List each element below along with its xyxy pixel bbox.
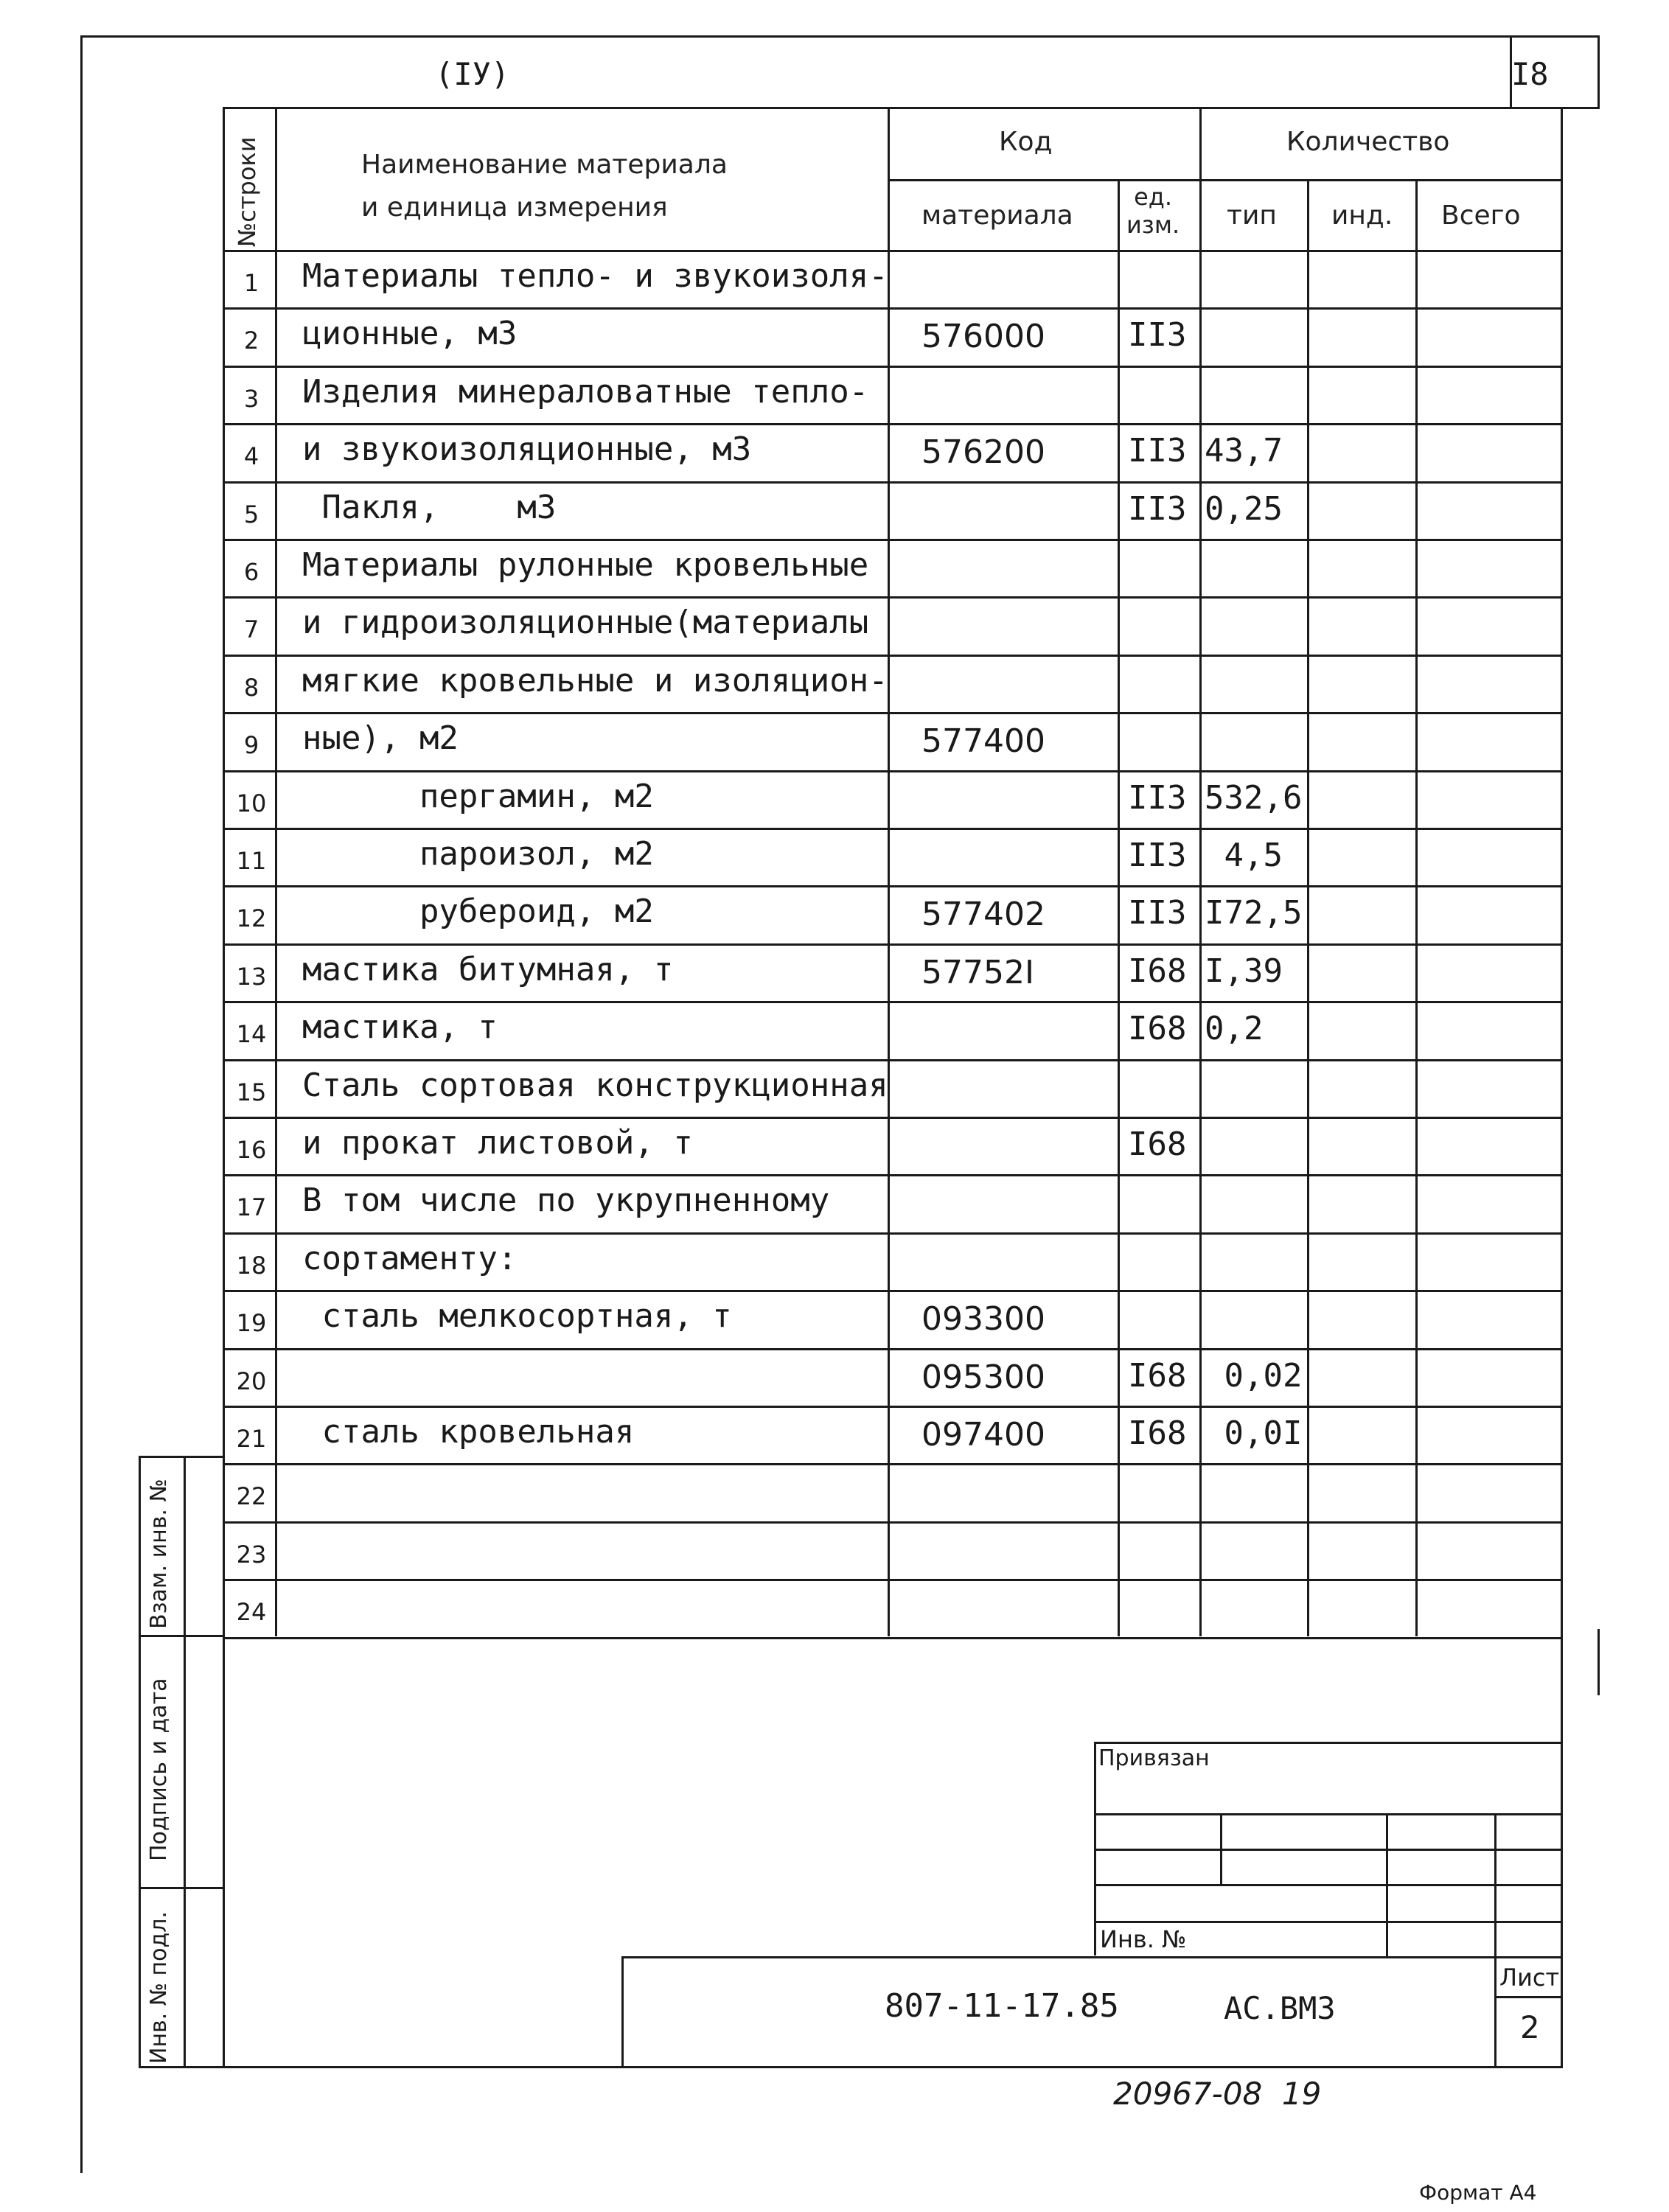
row-qty-type: I,39 xyxy=(1205,952,1283,990)
row-name: сталь кровельная xyxy=(302,1413,635,1451)
row-line xyxy=(223,423,1563,425)
row-unit-code: I68 xyxy=(1128,1414,1187,1452)
tb-privyazan-top xyxy=(1094,1742,1563,1744)
row-unit-code: I68 xyxy=(1128,1010,1187,1047)
format-label: Формат А4 xyxy=(1419,2180,1537,2205)
tb-list-value: 2 xyxy=(1520,2009,1540,2045)
tb-inv-no-label: Инв. № xyxy=(1100,1925,1187,1953)
page-top-border xyxy=(80,35,1599,38)
row-number: 3 xyxy=(243,385,259,413)
row-number: 6 xyxy=(243,558,259,586)
row-unit-code: I68 xyxy=(1128,1126,1187,1163)
row-qty-type: I72,5 xyxy=(1205,894,1303,932)
tb-main-top xyxy=(621,1956,1563,1958)
tb-list-label: Лист xyxy=(1499,1964,1560,1992)
row-line xyxy=(223,712,1563,714)
row-material-code: 095300 xyxy=(921,1358,1045,1396)
row-number: 16 xyxy=(236,1136,267,1164)
page-right-border-lower xyxy=(1597,1629,1600,1695)
row-line xyxy=(223,828,1563,830)
row-number: 14 xyxy=(236,1020,267,1048)
tb-grid-line-2 xyxy=(1094,1849,1563,1851)
row-number: 9 xyxy=(243,731,259,759)
row-line xyxy=(223,539,1563,541)
row-line xyxy=(223,943,1563,946)
row-number: 2 xyxy=(243,327,259,355)
row-name: мастика, т xyxy=(302,1008,498,1046)
tb-grid-line-4 xyxy=(1094,1921,1563,1923)
page-right-border xyxy=(1597,35,1600,109)
row-number: 24 xyxy=(236,1598,267,1626)
row-line xyxy=(223,366,1563,368)
row-name: Пакля, м3 xyxy=(302,489,557,526)
row-name: и звукоизоляционные, м3 xyxy=(302,430,752,468)
row-name: и прокат листовой, т xyxy=(302,1124,693,1162)
row-number: 18 xyxy=(236,1252,267,1280)
row-number: 13 xyxy=(236,963,267,991)
row-line xyxy=(223,655,1563,657)
row-number: 12 xyxy=(236,904,267,932)
tb-doc-mark: АС.ВМЗ xyxy=(1224,1990,1336,2026)
header-row-number: №строки xyxy=(233,136,261,247)
stamp-podpis-data: Подпись и дата xyxy=(146,1678,172,1861)
row-line xyxy=(223,1521,1563,1524)
row-number: 11 xyxy=(236,847,267,875)
stamp-inner-border xyxy=(184,1456,186,2068)
stamp-inv-podl: Инв. № подл. xyxy=(146,1911,172,2064)
header-qty-type: тип xyxy=(1227,200,1277,231)
row-material-code: 093300 xyxy=(921,1300,1045,1338)
row-qty-type: 532,6 xyxy=(1205,779,1303,817)
row-name: Материалы рулонные кровельные xyxy=(302,546,869,584)
row-line xyxy=(223,481,1563,484)
tb-list-sep xyxy=(1494,1996,1563,1998)
row-line xyxy=(223,1637,1563,1639)
row-line xyxy=(223,885,1563,887)
row-number: 8 xyxy=(243,674,259,702)
header-qty-group: Количество xyxy=(1286,127,1450,157)
col-line-ind xyxy=(1415,179,1418,1636)
row-number: 4 xyxy=(243,442,259,470)
row-number: 20 xyxy=(236,1367,267,1395)
row-number: 10 xyxy=(236,789,267,817)
row-name: мастика битумная, т xyxy=(302,951,674,988)
row-name: Материалы тепло- и звукоизоля- xyxy=(302,257,888,295)
row-qty-type: 43,7 xyxy=(1205,432,1283,470)
table-left-border xyxy=(223,107,225,2068)
row-unit-code: II3 xyxy=(1128,432,1187,470)
row-qty-type: 4,5 xyxy=(1205,837,1283,874)
row-line xyxy=(223,1059,1563,1061)
row-number: 1 xyxy=(243,269,259,297)
row-material-code: 576000 xyxy=(921,318,1045,355)
tb-doc-code: 807-11-17.85 xyxy=(885,1987,1119,2025)
header-code-unit: ед. изм. xyxy=(1126,183,1180,239)
header-name-text: Наименование материала и единица измерения xyxy=(361,150,728,223)
tb-privyazan-label: Привязан xyxy=(1098,1745,1210,1771)
row-line xyxy=(223,1001,1563,1003)
row-unit-code: II3 xyxy=(1128,316,1187,354)
row-name: сортаменту: xyxy=(302,1240,518,1277)
row-line xyxy=(223,1579,1563,1581)
stamp-sep-1 xyxy=(139,1635,224,1637)
row-line xyxy=(223,1174,1563,1176)
row-number: 17 xyxy=(236,1193,267,1221)
row-line xyxy=(223,1232,1563,1235)
row-name: мягкие кровельные и изоляцион- xyxy=(302,662,888,699)
row-line xyxy=(223,1406,1563,1408)
row-name: пергамин, м2 xyxy=(302,778,654,815)
row-material-code: 576200 xyxy=(921,433,1045,471)
section-label: (IУ) xyxy=(435,56,510,92)
row-name: ные), м2 xyxy=(302,719,459,757)
row-material-code: 577400 xyxy=(921,722,1045,760)
header-qty-total: Всего xyxy=(1441,200,1521,231)
row-unit-code: I68 xyxy=(1128,1357,1187,1395)
row-line xyxy=(223,307,1563,310)
page-left-border xyxy=(80,35,83,2173)
row-line xyxy=(223,596,1563,599)
header-code-group: Код xyxy=(999,127,1053,157)
row-unit-code: II3 xyxy=(1128,837,1187,874)
header-qty-ind: инд. xyxy=(1331,200,1393,231)
row-number: 23 xyxy=(236,1541,267,1569)
table-bottom-border xyxy=(223,2066,1563,2068)
row-qty-type: 0,02 xyxy=(1205,1357,1303,1395)
row-qty-type: 0,0I xyxy=(1205,1414,1303,1452)
row-line xyxy=(223,1290,1563,1292)
header-code-material: материала xyxy=(921,200,1073,231)
stamp-vzam-inv: Взам. инв. № xyxy=(146,1479,172,1629)
row-material-code: 097400 xyxy=(921,1416,1045,1454)
tb-grid-col-1 xyxy=(1220,1813,1222,1884)
row-name: рубероид, м2 xyxy=(302,893,654,930)
row-unit-code: II3 xyxy=(1128,779,1187,817)
row-name: пароизол, м2 xyxy=(302,835,654,873)
row-material-code: 57752I xyxy=(921,954,1034,991)
tb-grid-line-1 xyxy=(1094,1813,1563,1815)
header-bottom-line xyxy=(223,250,1563,252)
row-qty-type: 0,25 xyxy=(1205,490,1283,528)
col-line-code xyxy=(1118,179,1120,1636)
table-right-border xyxy=(1561,107,1563,2068)
stamp-top xyxy=(139,1456,224,1458)
row-line xyxy=(223,1348,1563,1350)
row-name: ционные, м3 xyxy=(302,315,518,352)
header-subdivider-code xyxy=(888,179,1561,181)
tb-grid-col-2 xyxy=(1386,1813,1388,1956)
row-line xyxy=(223,770,1563,772)
stamp-left-border xyxy=(139,1456,141,2068)
header-name xyxy=(361,144,728,229)
tb-grid-col-3 xyxy=(1494,1813,1496,2067)
row-name: Изделия минераловатные тепло- xyxy=(302,373,869,411)
row-line xyxy=(223,1117,1563,1119)
row-number: 5 xyxy=(243,500,259,528)
tb-grid-line-3 xyxy=(1094,1884,1563,1886)
stamp-bottom xyxy=(139,2066,224,2068)
tb-main-left xyxy=(621,1956,624,2067)
archive-number: 20967-08 19 xyxy=(1113,2076,1322,2112)
row-name: сталь мелкосортная, т xyxy=(302,1297,732,1335)
row-number: 7 xyxy=(243,615,259,643)
row-number: 19 xyxy=(236,1309,267,1337)
row-number: 15 xyxy=(236,1078,267,1106)
row-material-code: 577402 xyxy=(921,896,1045,933)
row-qty-type: 0,2 xyxy=(1205,1010,1264,1047)
row-unit-code: I68 xyxy=(1128,952,1187,990)
row-line xyxy=(223,1463,1563,1465)
row-unit-code: II3 xyxy=(1128,490,1187,528)
stamp-sep-2 xyxy=(139,1887,224,1889)
sheet-corner-number: I8 xyxy=(1511,56,1549,92)
row-name: В том числе по укрупненному xyxy=(302,1182,830,1219)
col-line-type xyxy=(1307,179,1309,1636)
row-unit-code: II3 xyxy=(1128,894,1187,932)
row-number: 21 xyxy=(236,1425,267,1453)
row-name: и гидроизоляционные(материалы xyxy=(302,604,869,641)
row-number: 22 xyxy=(236,1482,267,1510)
row-name: Сталь сортовая конструкционная xyxy=(302,1067,888,1104)
top-table-line xyxy=(223,107,1598,109)
